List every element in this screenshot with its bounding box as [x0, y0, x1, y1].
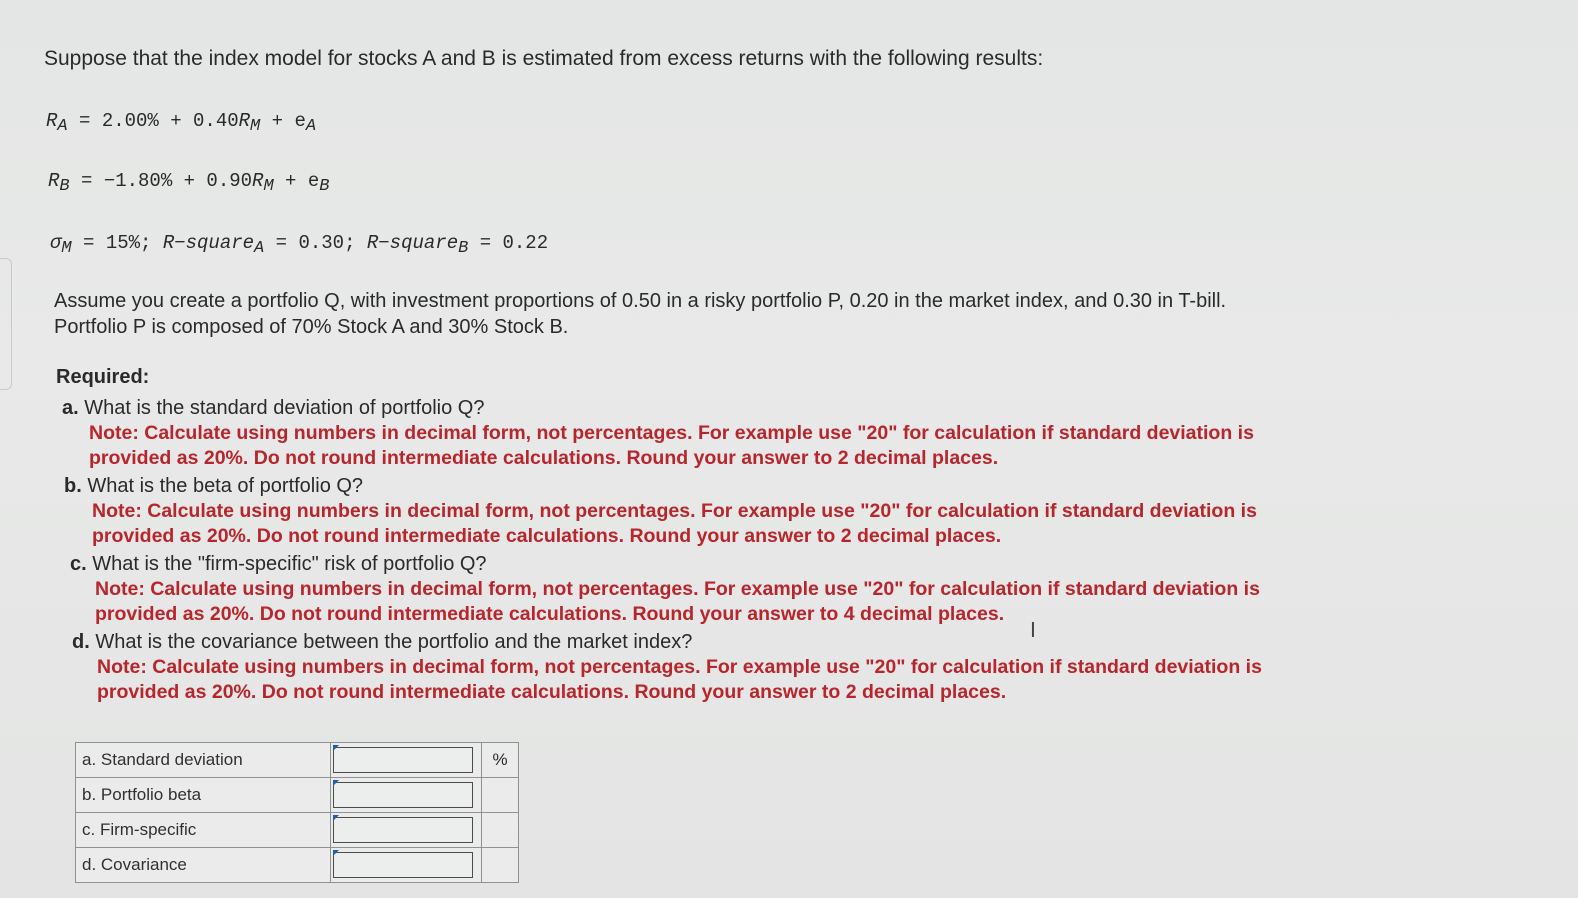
- firm-specific-input[interactable]: [333, 817, 473, 843]
- table-row: [76, 778, 519, 813]
- input-corner-marker: [333, 745, 339, 751]
- side-tab[interactable]: [0, 258, 12, 390]
- standard-deviation-input[interactable]: [333, 747, 473, 773]
- answer-label: a. Standard deviation: [76, 743, 331, 778]
- portfolio-beta-input[interactable]: [333, 782, 473, 808]
- question-a: a. What is the standard deviation of portfolio Q?: [62, 397, 485, 419]
- unit-cell: [482, 848, 519, 883]
- note-c: Note: Calculate using numbers in decimal form, not percentages. For example use "20" for calculation if standard deviation is provided as 20%. Do not round intermediate calculations. Round your answer to 4 decimal places.: [95, 578, 1260, 625]
- table-row: [76, 848, 519, 883]
- assumption-line-1: Assume you create a portfolio Q, with investment proportions of 0.50 in a risky portfolio P, 0.20 in the market index, and 0.30 in T-bill.: [54, 290, 1227, 312]
- required-heading: Required:: [56, 366, 150, 388]
- table-row: [76, 743, 519, 778]
- unit-cell: [482, 778, 519, 813]
- input-corner-marker: [333, 815, 339, 821]
- unit-percent: %: [482, 743, 519, 778]
- answer-label: b. Portfolio beta: [76, 778, 331, 813]
- equation-sigma-rsquare: σM = 15%; R−squareA = 0.30; R−squareB = 0.22: [50, 232, 549, 258]
- answer-table: [75, 742, 519, 883]
- input-corner-marker: [333, 850, 339, 856]
- note-a: Note: Calculate using numbers in decimal form, not percentages. For example use "20" for calculation if standard deviation is provided as 20%. Do not round intermediate calculations. Round your answer to 2 decimal places.: [89, 422, 1254, 469]
- text-cursor-icon: I: [1030, 618, 1036, 642]
- input-corner-marker: [333, 780, 339, 786]
- question-b: b. What is the beta of portfolio Q?: [64, 475, 364, 497]
- table-row: [76, 813, 519, 848]
- question-d: d. What is the covariance between the portfolio and the market index?: [72, 631, 693, 653]
- problem-intro: Suppose that the index model for stocks A and B is estimated from excess returns with the following results:: [44, 47, 1044, 70]
- assumption-line-2: Portfolio P is composed of 70% Stock A and 30% Stock B.: [54, 316, 569, 338]
- equation-ra: RA = 2.00% + 0.40RM + eA: [46, 110, 317, 136]
- portfolio-assumption: [54, 288, 1226, 340]
- note-d: Note: Calculate using numbers in decimal form, not percentages. For example use "20" for calculation if standard deviation is provided as 20%. Do not round intermediate calculations. Round your answer to 2 decimal places.: [97, 656, 1262, 703]
- question-c: c. What is the "firm-specific" risk of portfolio Q?: [70, 553, 487, 575]
- covariance-input[interactable]: [333, 852, 473, 878]
- answer-label: c. Firm-specific: [76, 813, 331, 848]
- note-b: Note: Calculate using numbers in decimal form, not percentages. For example use "20" for calculation if standard deviation is provided as 20%. Do not round intermediate calculations. Round your answer to 2 decimal places.: [92, 500, 1257, 547]
- unit-cell: [482, 813, 519, 848]
- answer-label: d. Covariance: [76, 848, 331, 883]
- equation-rb: RB = −1.80% + 0.90RM + eB: [48, 170, 330, 196]
